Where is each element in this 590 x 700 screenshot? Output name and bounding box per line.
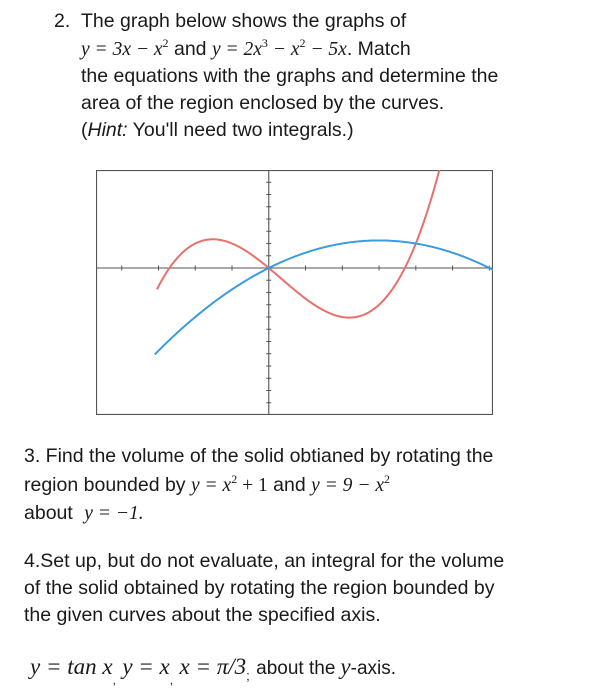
- q3-eq2: y = 9 − x: [311, 475, 384, 496]
- q4-about: about the: [256, 658, 336, 679]
- q2-line4: area of the region enclosed by the curves.: [81, 92, 445, 114]
- q4-eq-line: y = x: [122, 654, 170, 679]
- chart-svg: [96, 170, 493, 415]
- q2-eq2a: y = 2x: [211, 39, 262, 60]
- q2-and: and: [173, 38, 207, 60]
- q2-match: . Match: [346, 38, 411, 60]
- q2-line1: The graph below shows the graphs of: [81, 10, 407, 32]
- graph-figure: [96, 170, 493, 415]
- q3-line1: 3. Find the volume of the solid obtianed by rotating the: [24, 445, 494, 467]
- q4-equations: $y = \tan x_,$ $y = x_,$ $x = \pi/3_;$ about the y-axis.: [30, 654, 397, 687]
- q2-eq2b: − x: [267, 39, 300, 60]
- q2-eq1: y = 3x − x: [81, 39, 163, 60]
- q2-number: 2.: [54, 10, 71, 32]
- q4-line2: of the solid obtained by rotating the region bounded by: [24, 577, 495, 599]
- q3-eq3: y = −1.: [84, 503, 144, 524]
- q2-line2: $y = 3x - x^2$ and $y = 2x^3 - x^2 - 5x$. Match: [81, 36, 411, 60]
- hint-text: You'll need two integrals.): [127, 119, 354, 141]
- q2-eq2c: − 5x: [305, 39, 347, 60]
- q2-line3: the equations with the graphs and determine the: [81, 65, 499, 87]
- q4-eq-tan: y = tan x: [30, 654, 113, 679]
- q4-eq-bound: x = π/3: [179, 654, 247, 679]
- hint-label: Hint:: [87, 119, 128, 141]
- q3-line3: about y = −1.: [24, 502, 144, 524]
- q3-line2: region bounded by $y = x^2 + 1$ and $y = 9 - x^2$: [24, 472, 390, 496]
- q4-axis-var: y: [340, 654, 351, 679]
- q4-axis-suffix: -axis.: [350, 658, 397, 679]
- q4-line3: the given curves about the specified axis.: [24, 604, 381, 626]
- q3-eq1: y = x: [190, 475, 232, 496]
- q4-line1: 4.Set up, but do not evaluate, an integral for the volume: [24, 550, 505, 572]
- chart-frame: [97, 171, 493, 415]
- q2-hint: (Hint: You'll need two integrals.): [81, 119, 354, 141]
